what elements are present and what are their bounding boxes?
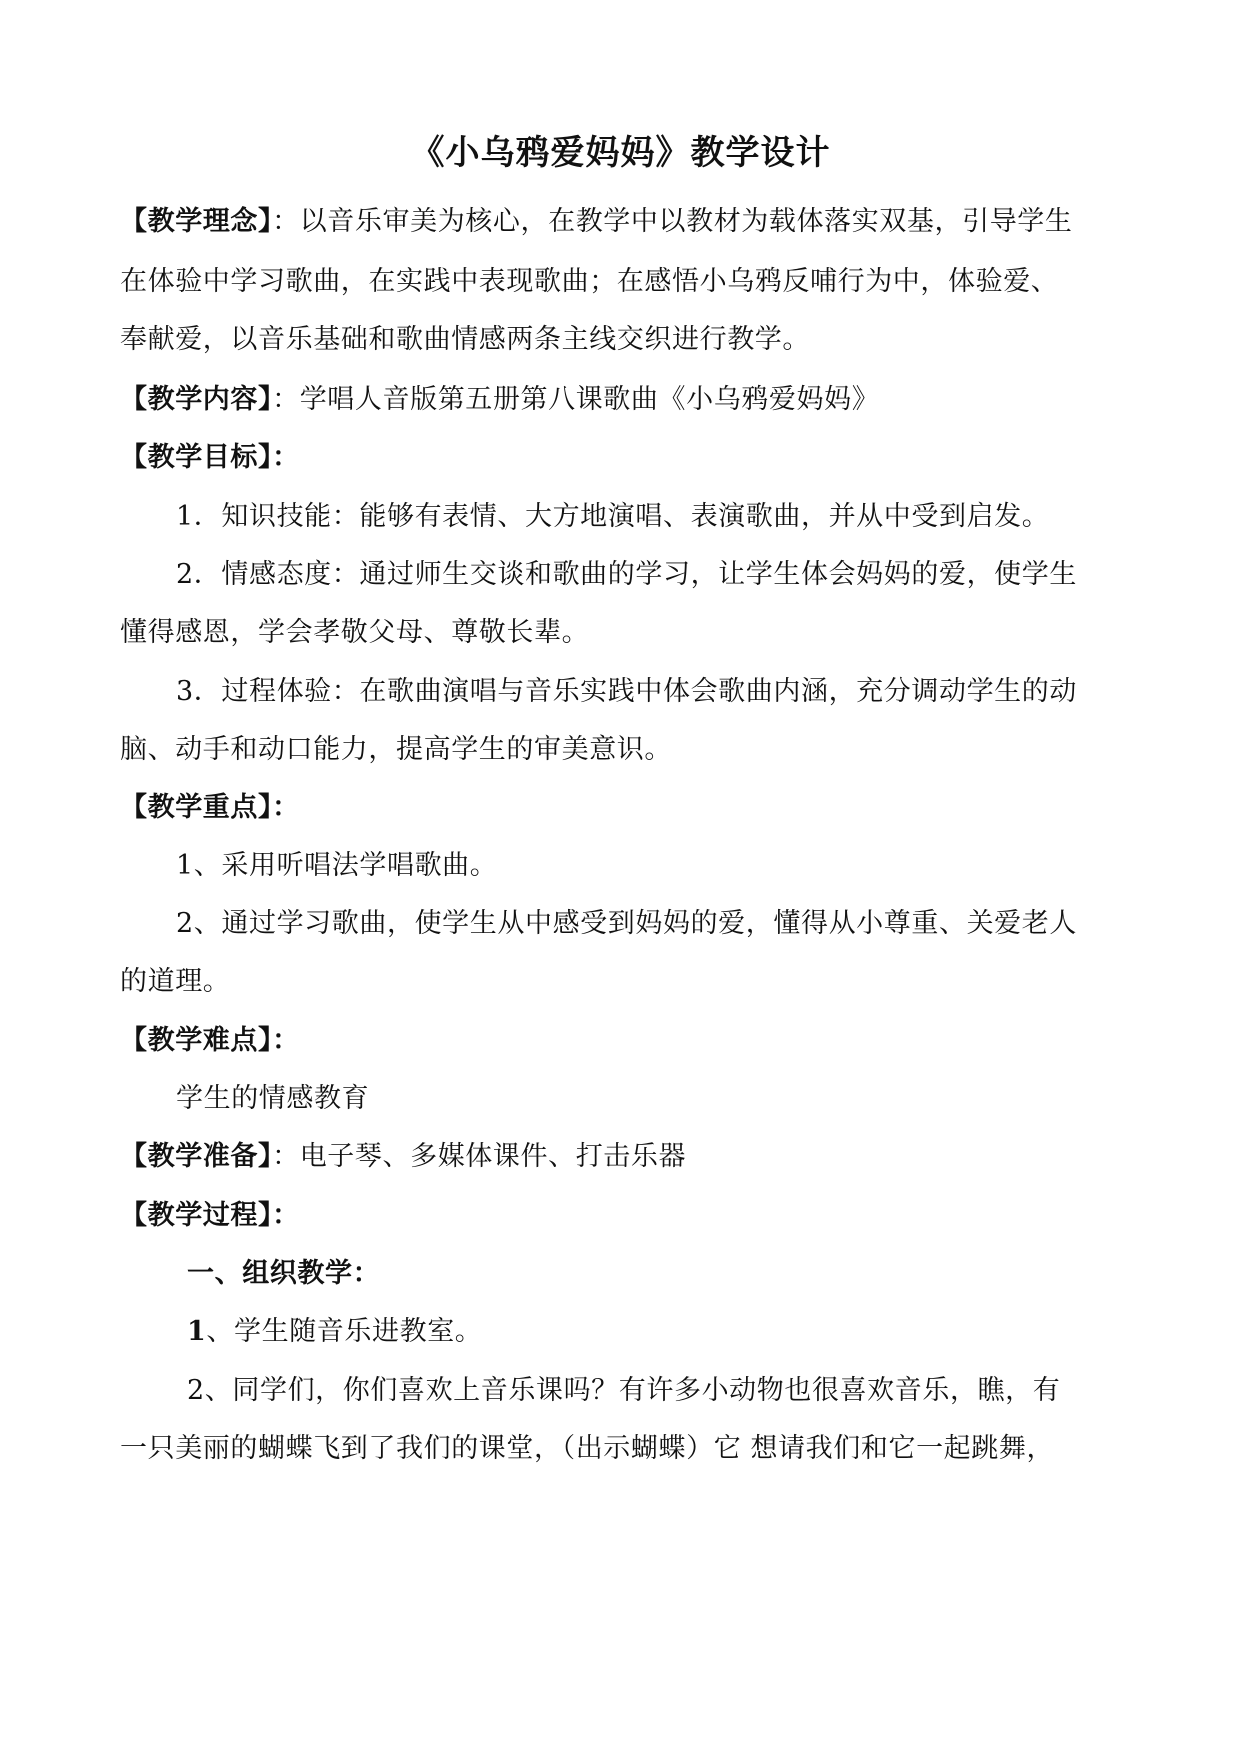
key-point-1: 1、采用听唱法学唱歌曲。	[176, 850, 498, 881]
document-title: 《小乌鸦爱妈妈》教学设计	[410, 133, 831, 173]
difficulty-text: 学生的情感教育	[176, 1083, 370, 1114]
key-points-label: 【教学重点】：	[120, 792, 300, 823]
philosophy-line-1	[120, 202, 1130, 242]
goal-item-1: 1．知识技能：能够有表情、大方地演唱、表演歌曲，并从中受到启发。	[176, 501, 1050, 532]
difficulty-label: 【教学难点】：	[120, 1025, 300, 1056]
process-step-1	[187, 1312, 1197, 1352]
philosophy-line-3: 奉献爱，以音乐基础和歌曲情感两条主线交织进行教学。	[120, 324, 810, 355]
goals-label: 【教学目标】：	[120, 442, 300, 473]
process-section-1: 一、组织教学：	[187, 1258, 381, 1289]
process-step-1-text: 、学生随音乐进教室。	[206, 1316, 483, 1347]
process-step-2: 2、同学们，你们喜欢上音乐课吗？有许多小动物也很喜欢音乐，瞧，有	[187, 1375, 1061, 1406]
preparation-label: 【教学准备】	[120, 1141, 273, 1172]
philosophy-text-1: ：以音乐审美为核心，在教学中以教材为载体落实双基，引导学生	[272, 206, 1073, 237]
goal-item-3: 3．过程体验：在歌曲演唱与音乐实践中体会歌曲内涵，充分调动学生的动	[176, 676, 1077, 707]
process-label: 【教学过程】：	[120, 1200, 300, 1231]
process-step-2-cont: 一只美丽的蝴蝶飞到了我们的课堂，（出示蝴蝶）它 想请我们和它一起跳舞，	[120, 1433, 1055, 1464]
content-label: 【教学内容】	[120, 384, 273, 415]
content-line	[120, 380, 1130, 420]
process-step-1-number: 1	[187, 1316, 207, 1347]
goal-item-3-cont: 脑、动手和动口能力，提高学生的审美意识。	[120, 734, 672, 765]
goal-item-2-cont: 懂得感恩，学会孝敬父母、尊敬长辈。	[120, 617, 590, 648]
key-point-2: 2、通过学习歌曲，使学生从中感受到妈妈的爱，懂得从小尊重、关爱老人	[176, 908, 1077, 939]
goal-item-2: 2．情感态度：通过师生交谈和歌曲的学习，让学生体会妈妈的爱，使学生	[176, 559, 1077, 590]
preparation-text: ：电子琴、多媒体课件、打击乐器	[272, 1141, 687, 1172]
content-text: ：学唱人音版第五册第八课歌曲《小乌鸦爱妈妈》	[272, 384, 880, 415]
key-point-2-cont: 的道理。	[120, 966, 231, 997]
preparation-line	[120, 1137, 1130, 1177]
philosophy-label: 【教学理念】	[120, 206, 273, 237]
philosophy-line-2: 在体验中学习歌曲，在实践中表现歌曲；在感悟小乌鸦反哺行为中，体验爱、	[120, 266, 1059, 297]
